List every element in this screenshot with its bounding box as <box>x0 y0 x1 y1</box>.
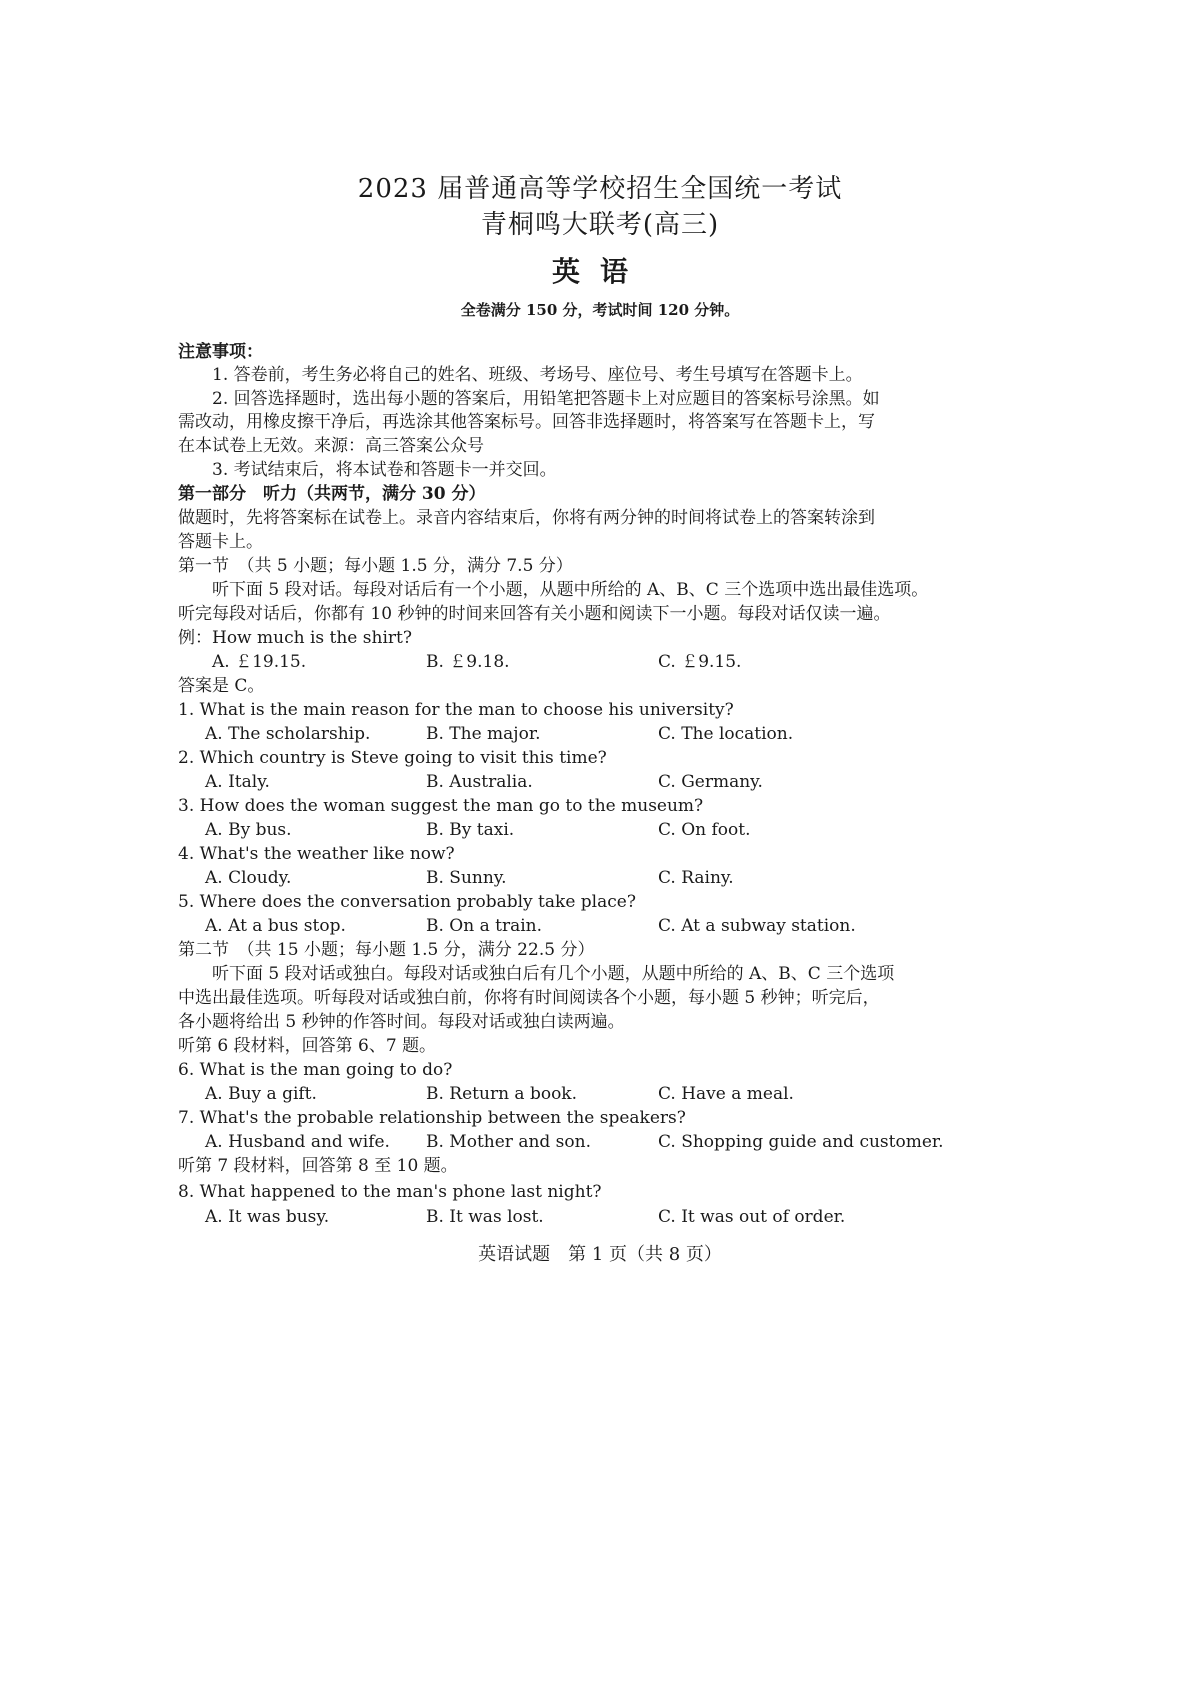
subject-title: 英语 <box>551 255 648 288</box>
q2-option-b: B. Australia. <box>426 772 533 792</box>
score-info: 全卷满分 150 分，考试时间 120 分钟。 <box>460 301 740 319</box>
q7-option-c: C. Shopping guide and customer. <box>658 1132 944 1152</box>
page-footer: 英语试题 第 1 页（共 8 页） <box>478 1244 722 1265</box>
q1-option-b: B. The major. <box>426 724 541 744</box>
q1-option-a: A. The scholarship. <box>205 724 371 744</box>
section1-instructions-cont: 听完每段对话后，你都有 10 秒钟的时间来回答有关小题和阅读下一小题。每段对话仅读一遍。 <box>178 604 891 624</box>
question-3: 3. How does the woman suggest the man go to the museum? <box>178 796 704 816</box>
question-2: 2. Which country is Steve going to visit this time? <box>178 748 607 768</box>
example-answer: 答案是 C。 <box>178 676 265 696</box>
part1-intro: 做题时，先将答案标在试卷上。录音内容结束后，你将有两分钟的时间将试卷上的答案转涂到 <box>178 508 875 528</box>
q1-option-c: C. The location. <box>658 724 794 744</box>
q6-option-b: B. Return a book. <box>426 1084 578 1104</box>
q4-option-a: A. Cloudy. <box>205 868 292 888</box>
question-5: 5. Where does the conversation probably take place? <box>178 892 636 912</box>
notice-item-2-cont: 需改动，用橡皮擦干净后，再选涂其他答案标号。回答非选择题时，将答案写在答题卡上，写 <box>178 412 875 432</box>
section2-instructions-cont: 中选出最佳选项。听每段对话或独白前，你将有时间阅读各个小题，每小题 5 秒钟；听完后， <box>178 988 880 1008</box>
q5-option-b: B. On a train. <box>426 916 543 936</box>
q3-option-c: C. On foot. <box>658 820 751 840</box>
question-7: 7. What's the probable relationship between the speakers? <box>178 1108 686 1128</box>
example-option-a: A. ￡19.15. <box>212 652 307 672</box>
q5-option-a: A. At a bus stop. <box>205 916 346 936</box>
q2-option-c: C. Germany. <box>658 772 763 792</box>
notice-item-3: 3. 考试结束后，将本试卷和答题卡一并交回。 <box>212 460 557 480</box>
notice-heading: 注意事项： <box>178 342 263 362</box>
example-option-b: B. ￡9.18. <box>426 652 510 672</box>
question-8: 8. What happened to the man's phone last night? <box>178 1182 602 1202</box>
q6-option-a: A. Buy a gift. <box>205 1084 317 1104</box>
example-question: 例：How much is the shirt? <box>178 628 412 648</box>
section2-heading: 第二节 （共 15 小题；每小题 1.5 分，满分 22.5 分） <box>178 940 595 960</box>
q8-option-b: B. It was lost. <box>426 1207 544 1227</box>
q4-option-c: C. Rainy. <box>658 868 734 888</box>
notice-item-1: 1. 答卷前，考生务必将自己的姓名、班级、考场号、座位号、考生号填写在答题卡上。 <box>212 365 863 385</box>
q8-option-c: C. It was out of order. <box>658 1207 846 1227</box>
q7-option-a: A. Husband and wife. <box>205 1132 390 1152</box>
material-7-instruction: 听第 7 段材料，回答第 8 至 10 题。 <box>178 1156 458 1176</box>
question-1: 1. What is the main reason for the man to choose his university? <box>178 700 734 720</box>
part1-heading: 第一部分 听力（共两节，满分 30 分） <box>178 484 486 504</box>
section1-instructions: 听下面 5 段对话。每段对话后有一个小题，从题中所给的 A、B、C 三个选项中选出最佳选项。 <box>212 580 929 600</box>
q8-option-a: A. It was busy. <box>205 1207 330 1227</box>
q3-option-a: A. By bus. <box>205 820 292 840</box>
notice-item-2: 2. 回答选择题时，选出每小题的答案后，用铅笔把答题卡上对应题目的答案标号涂黑。如 <box>212 389 880 409</box>
q4-option-b: B. Sunny. <box>426 868 507 888</box>
section2-instructions-cont: 各小题将给出 5 秒钟的作答时间。每段对话或独白读两遍。 <box>178 1012 625 1032</box>
section2-instructions: 听下面 5 段对话或独白。每段对话或独白后有几个小题，从题中所给的 A、B、C 三个选项 <box>212 964 895 984</box>
exam-title: 2023 届普通高等学校招生全国统一考试 <box>357 174 843 204</box>
material-6-instruction: 听第 6 段材料，回答第 6、7 题。 <box>178 1036 437 1056</box>
question-6: 6. What is the man going to do? <box>178 1060 453 1080</box>
section1-heading: 第一节 （共 5 小题；每小题 1.5 分，满分 7.5 分） <box>178 556 573 576</box>
q3-option-b: B. By taxi. <box>426 820 515 840</box>
q7-option-b: B. Mother and son. <box>426 1132 591 1152</box>
part1-intro-cont: 答题卡上。 <box>178 532 263 552</box>
notice-item-2-cont: 在本试卷上无效。来源：高三答案公众号 <box>178 436 484 456</box>
question-4: 4. What's the weather like now? <box>178 844 455 864</box>
q5-option-c: C. At a subway station. <box>658 916 856 936</box>
q2-option-a: A. Italy. <box>205 772 270 792</box>
exam-subtitle: 青桐鸣大联考(高三) <box>480 210 720 240</box>
q6-option-c: C. Have a meal. <box>658 1084 794 1104</box>
example-option-c: C. ￡9.15. <box>658 652 742 672</box>
